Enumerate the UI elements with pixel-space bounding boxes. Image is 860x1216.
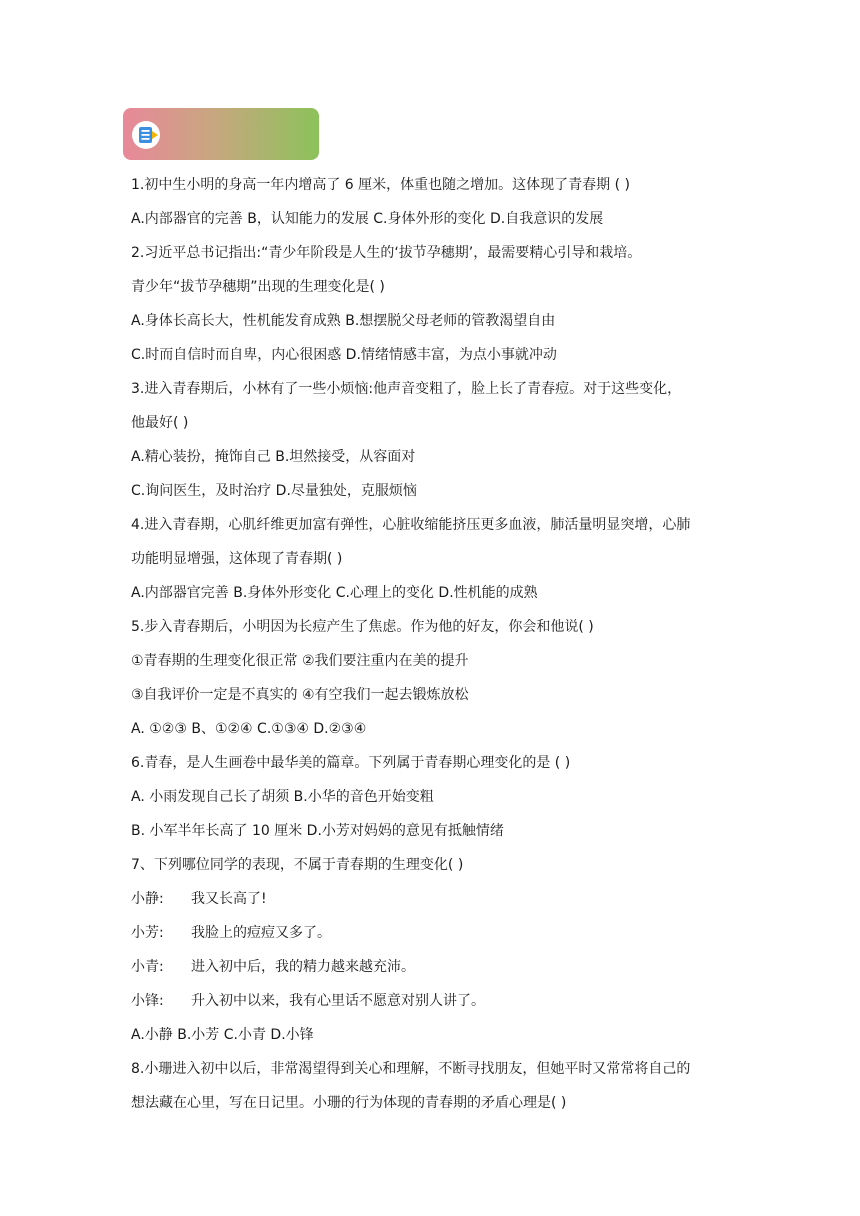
q6-options-ab: A. 小雨发现自己长了胡须 B.小华的音色开始变粗 [131, 789, 434, 805]
q5-items-3-4: ③自我评价一定是不真实的 ④有空我们一起去锻炼放松 [131, 687, 469, 703]
q2-stem-line2: 青少年“拔节孕穗期”出现的生理变化是( ) [131, 279, 385, 295]
q6-stem: 6.青春，是人生画卷中最华美的篇章。下列属于青春期心理变化的是 ( ) [131, 755, 571, 771]
q6-options-cd: B. 小军半年长高了 10 厘米 D.小芳对妈妈的意见有抵触情绪 [131, 823, 504, 839]
speaker-name: 小锋: [131, 993, 164, 1009]
q8-stem-line1: 8.小珊进入初中以后，非常渴望得到关心和理解，不断寻找朋友，但她平时又常常将自己的 [131, 1061, 691, 1077]
q7-dialogue-line [131, 918, 741, 952]
q2-options-cd: C.时而自信时而自卑，内心很困惑 D.情绪情感丰富，为点小事就冲动 [131, 347, 557, 363]
q1-options: A.内部器官的完善 B，认知能力的发展 C.身体外形的变化 D.自我意识的发展 [131, 211, 604, 227]
q7-dialogue-line [131, 884, 741, 918]
section-banner [123, 108, 319, 160]
q5-items-1-2: ①青春期的生理变化很正常 ②我们要注重内在美的提升 [131, 653, 469, 669]
speaker-text: 进入初中后，我的精力越来越充沛。 [191, 959, 415, 975]
q3-options-ab: A.精心装扮，掩饰自己 B.坦然接受，从容面对 [131, 449, 416, 465]
q7-dialogue-line [131, 952, 741, 986]
q8-stem-line2: 想法藏在心里，写在日记里。小珊的行为体现的青春期的矛盾心理是( ) [131, 1095, 567, 1111]
document-list-icon [131, 120, 161, 150]
q1-stem: 1.初中生小明的身高一年内增高了 6 厘米，体重也随之增加。这体现了青春期 ( ) [131, 177, 630, 193]
q7-dialogue-line [131, 986, 741, 1020]
speaker-text: 我脸上的痘痘又多了。 [191, 925, 331, 941]
q4-stem-line2: 功能明显增强，这体现了青春期( ) [131, 551, 343, 567]
q7-stem: 7、下列哪位同学的表现，不属于青春期的生理变化( ) [131, 857, 464, 873]
speaker-text: 我又长高了! [191, 891, 267, 907]
speaker-name: 小芳: [131, 925, 164, 941]
speaker-text: 升入初中以来，我有心里话不愿意对别人讲了。 [191, 993, 485, 1009]
q4-stem-line1: 4.进入青春期，心肌纤维更加富有弹性，心脏收缩能挤压更多血液，肺活量明显突增，心肺 [131, 517, 691, 533]
q7-options: A.小静 B.小芳 C.小青 D.小锋 [131, 1027, 314, 1043]
q4-options: A.内部器官完善 B.身体外形变化 C.心理上的变化 D.性机能的成熟 [131, 585, 538, 601]
speaker-name: 小青: [131, 959, 164, 975]
speaker-name: 小静: [131, 891, 164, 907]
q5-options: A. ①②③ B、①②④ C.①③④ D.②③④ [131, 721, 367, 737]
q3-options-cd: C.询问医生，及时治疗 D.尽量独处，克服烦恼 [131, 483, 417, 499]
question-list [131, 170, 741, 1122]
q3-stem-line2: 他最好( ) [131, 415, 189, 431]
q3-stem-line1: 3.进入青春期后，小林有了一些小烦恼:他声音变粗了，脸上长了青春痘。对于这些变化， [131, 381, 682, 397]
q2-stem-line1: 2.习近平总书记指出:“青少年阶段是人生的‘拔节孕穗期’，最需要精心引导和栽培。 [131, 245, 642, 261]
q2-options-ab: A.身体长高长大，性机能发育成熟 B.想摆脱父母老师的管教渴望自由 [131, 313, 556, 329]
q5-stem: 5.步入青春期后，小明因为长痘产生了焦虑。作为他的好友，你会和他说( ) [131, 619, 594, 635]
